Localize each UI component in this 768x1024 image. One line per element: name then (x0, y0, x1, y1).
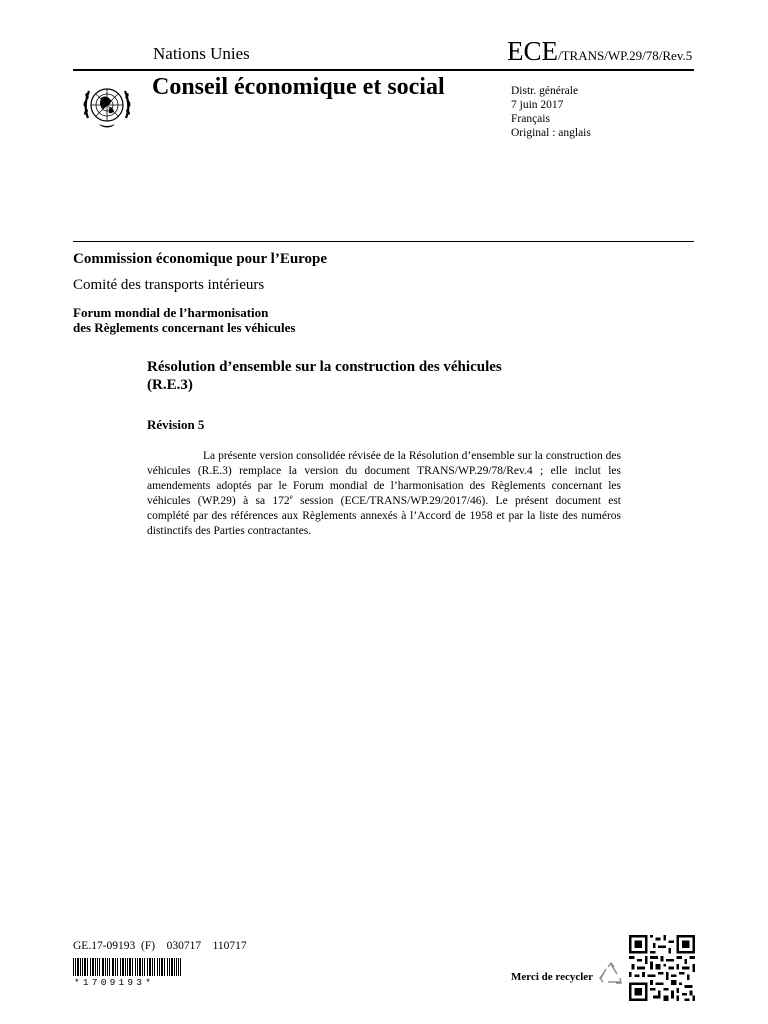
forum-heading (73, 305, 295, 335)
symbol-rest: /TRANS/WP.29/78/Rev.5 (558, 48, 693, 63)
un-emblem-icon (77, 76, 137, 136)
distribution-line: 7 juin 2017 (511, 99, 564, 111)
symbol-prefix: ECE (507, 36, 558, 66)
title-line: Résolution d’ensemble sur la construction des véhicules (147, 359, 502, 375)
section-rule (73, 241, 694, 242)
header-rule (73, 69, 694, 71)
document-title (147, 358, 627, 394)
commission-heading: Commission économique pour l’Europe (73, 251, 328, 267)
document-symbol (507, 36, 692, 67)
paragraph-text: La présente version consolidée révisée de la Résolution d’ensemble sur la construction des véhicules (R.E.3) remplace la version du document TRANS/WP.29/78/Rev.4 ; elle inclut les amendements adoptés par le Forum mondial de l’harmonisation des Règlements concernant les véhicules (WP.29) à sa 172 (147, 450, 621, 507)
ge-code: GE.17-09193 (F) 030717 110717 (73, 940, 247, 952)
committee-heading: Comité des transports intérieurs (73, 277, 265, 293)
org-name: Nations Unies (153, 44, 250, 63)
qr-code-icon (629, 935, 695, 1001)
recycle-label: Merci de recycler (511, 971, 594, 983)
ordinal-superscript: e (289, 493, 293, 502)
barcode-icon (73, 958, 181, 976)
barcode-number: *1709193* (74, 977, 155, 988)
forum-line: Forum mondial de l’harmonisation (73, 305, 269, 320)
distribution-block (511, 84, 591, 140)
title-line: (R.E.3) (147, 377, 193, 393)
recycle-icon (597, 961, 625, 989)
forum-line: des Règlements concernant les véhicules (73, 320, 296, 335)
paragraph-text: session (ECE/TRANS/WP.29/2017/46). Le présent document est complété par des références aux Règlements annexés à l’Accord de 1958 et par la liste des numéros distinctifs des Parties contractantes. (147, 495, 621, 537)
distribution-line: Original : anglais (511, 127, 591, 139)
distribution-line: Français (511, 113, 550, 125)
body-paragraph (147, 449, 621, 539)
distribution-line: Distr. générale (511, 85, 579, 97)
council-title: Conseil économique et social (152, 74, 445, 100)
revision-heading: Révision 5 (147, 417, 205, 432)
